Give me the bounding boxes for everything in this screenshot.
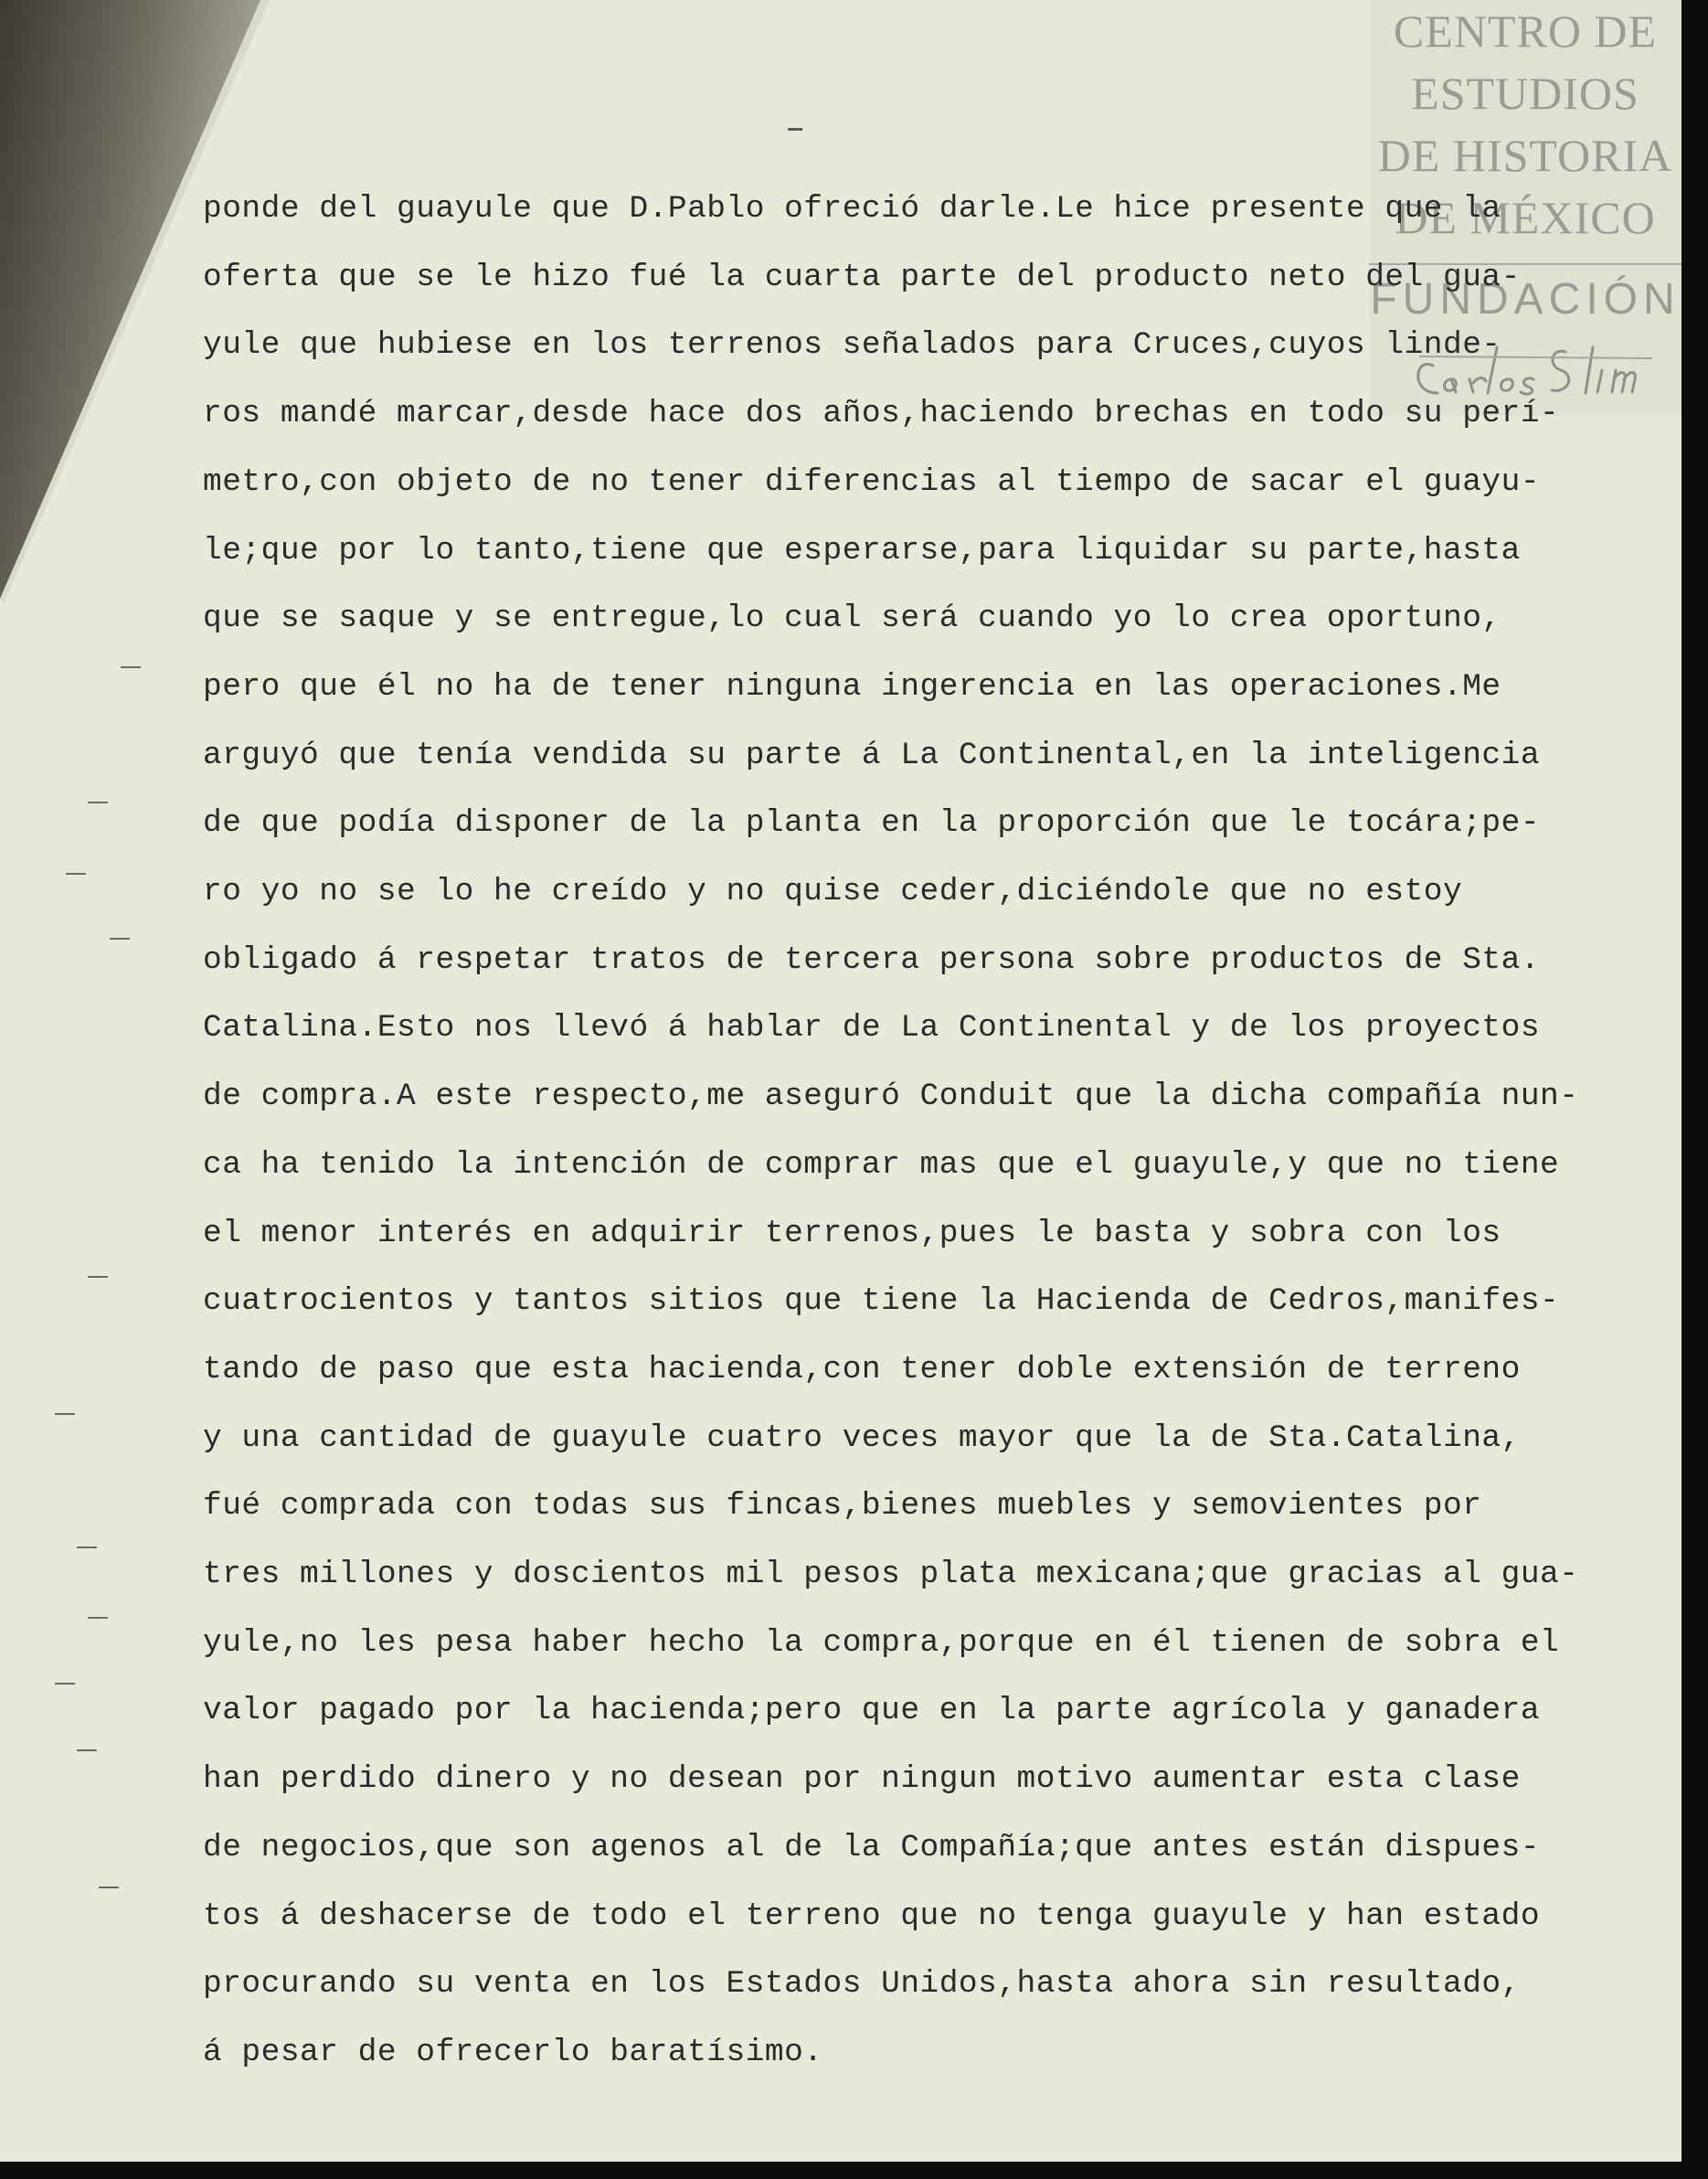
text-line: tando de paso que esta hacienda,con tener doble extensión de terreno — [203, 1351, 1521, 1387]
margin-tick — [77, 1547, 97, 1548]
text-line: yule,no les pesa haber hecho la compra,porque en él tienen de sobra el — [203, 1624, 1560, 1661]
margin-tick — [66, 873, 86, 875]
stamp-line-1: CENTRO DE — [1393, 5, 1658, 57]
margin-tick — [99, 1887, 119, 1888]
page-mark — [788, 128, 802, 131]
margin-tick — [55, 1413, 75, 1415]
text-line: á pesar de ofrecerlo baratísimo. — [203, 2034, 823, 2070]
text-line: cuatrocientos y tantos sitios que tiene la Hacienda de Cedros,manifes- — [203, 1283, 1560, 1320]
text-line: que se saque y se entregue,lo cual será cuando yo lo crea oportuno, — [203, 601, 1501, 637]
text-line: metro,con objeto de no tener diferencias al tiempo de sacar el guayu- — [203, 463, 1541, 500]
stamp-line-3: DE HISTORIA — [1377, 130, 1673, 181]
text-line: pero que él no ha de tener ninguna ingerencia en las operaciones.Me — [203, 668, 1501, 705]
margin-tick — [88, 1276, 108, 1278]
text-line: le;que por lo tanto,tiene que esperarse,para liquidar su parte,hasta — [203, 532, 1521, 569]
text-line: procurando su venta en los Estados Unidos,hasta ahora sin resultado, — [203, 1966, 1521, 2003]
text-line: ca ha tenido la intención de comprar mas que el guayule,y que no tiene — [203, 1146, 1560, 1183]
margin-tick — [88, 1617, 108, 1619]
text-line: ros mandé marcar,desde hace dos años,haciendo brechas en todo su perí- — [203, 396, 1560, 432]
text-line: fué comprada con todas sus fincas,bienes muebles y semovientes por — [203, 1488, 1482, 1525]
text-line: valor pagado por la hacienda;pero que en la parte agrícola y ganadera — [203, 1693, 1541, 1729]
margin-tick — [55, 1683, 75, 1685]
typed-letter-body — [203, 175, 1656, 2088]
margin-tick — [110, 938, 130, 940]
margin-tick — [88, 802, 108, 803]
text-line: tres millones y doscientos mil pesos plata mexicana;que gracias al gua- — [203, 1557, 1579, 1593]
margin-tick — [77, 1749, 97, 1751]
text-line: yule que hubiese en los terrenos señalados para Cruces,cuyos linde- — [203, 327, 1501, 364]
text-line: ro yo no se lo he creído y no quise ceder,diciéndole que no estoy — [203, 874, 1463, 910]
text-line: Catalina.Esto nos llevó á hablar de La Continental y de los proyectos — [203, 1010, 1541, 1047]
text-line: oferta que se le hizo fué la cuarta parte del producto neto del gua- — [203, 259, 1521, 295]
text-line: ponde del guayule que D.Pablo ofreció darle.Le hice presente que la — [203, 191, 1501, 227]
text-line: de que podía disponer de la planta en la proporción que le tocára;pe- — [203, 805, 1541, 842]
stamp-line-4: DE MÉXICO — [1395, 192, 1656, 243]
text-line: han perdido dinero y no desean por ningun motivo aumentar esta clase — [203, 1761, 1521, 1798]
text-line: tos á deshacerse de todo el terreno que no tenga guayule y han estado — [203, 1897, 1541, 1934]
text-line: y una cantidad de guayule cuatro veces mayor que la de Sta.Catalina, — [203, 1419, 1521, 1456]
text-line: arguyó que tenía vendida su parte á La Continental,en la inteligencia — [203, 737, 1541, 773]
text-line: el menor interés en adquirir terrenos,pues le basta y sobra con los — [203, 1215, 1501, 1251]
text-line: obligado á respetar tratos de tercera persona sobre productos de Sta. — [203, 941, 1541, 978]
margin-tick — [121, 666, 141, 668]
text-line: de compra.A este respecto,me aseguró Conduit que la dicha compañía nun- — [203, 1079, 1579, 1115]
text-line: de negocios,que son agenos al de la Compañía;que antes están dispues- — [203, 1829, 1541, 1865]
stamp-line-2: ESTUDIOS — [1411, 68, 1639, 119]
stamp-foundation-label: FUNDACIÓN — [1370, 275, 1681, 324]
